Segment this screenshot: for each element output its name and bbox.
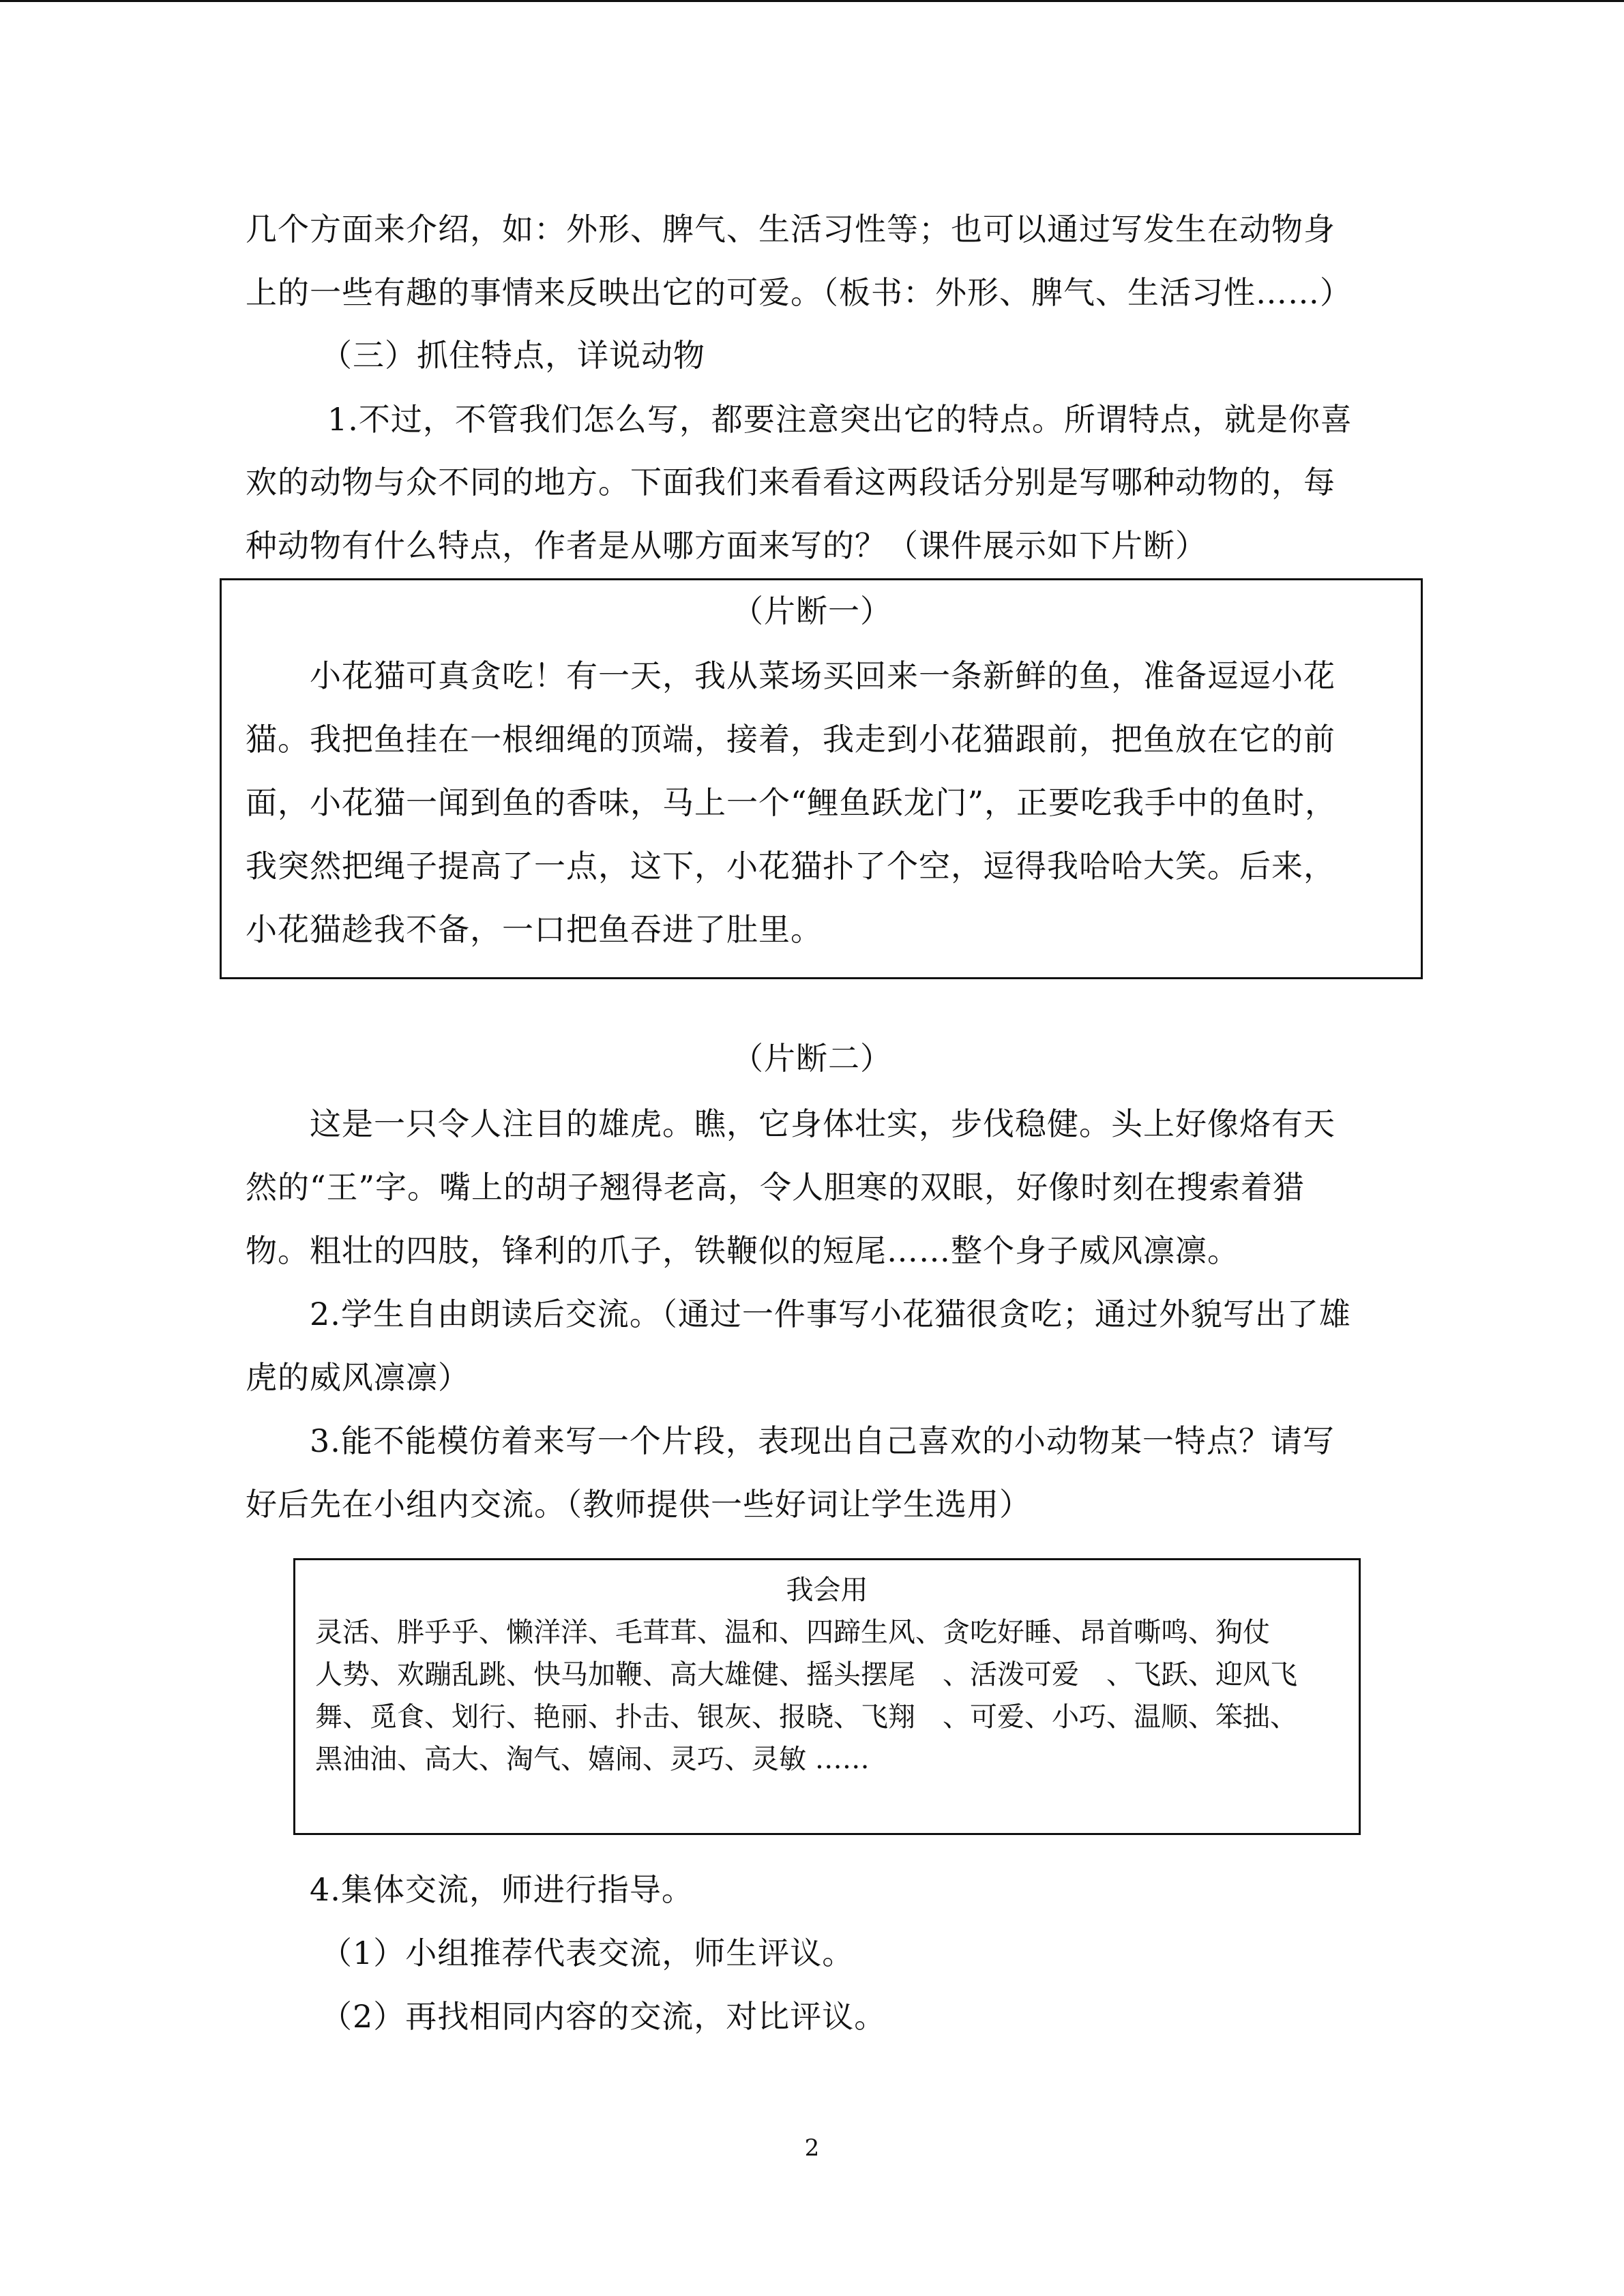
- item1-line: 欢的动物与众不同的地方。下面我们来看看这两段话分别是写哪种动物的，每: [246, 464, 1335, 501]
- fragment2-title: （片断二）: [732, 1040, 892, 1077]
- vocab-line: 黑油油、高大、淘气、嬉闹、灵巧、灵敏 ……: [315, 1744, 870, 1775]
- top-border-rule: [0, 0, 1624, 2]
- fragment1-line: 我突然把绳子提高了一点，这下，小花猫扑了个空，逗得我哈哈大笑。后来，: [246, 848, 1335, 884]
- item4-sub1: （1）小组推荐代表交流，师生评议。: [321, 1935, 855, 1971]
- vocab-line: 舞、觅食、划行、艳丽、扑击、银灰、报晓、飞翔 、可爱、小巧、温顺、笨拙、: [315, 1701, 1297, 1733]
- fragment1-line: 猫。我把鱼挂在一根细绳的顶端，接着，我走到小花猫跟前，把鱼放在它的前: [246, 721, 1335, 758]
- page-number: 2: [804, 2134, 820, 2162]
- item2-line: 虎的威风凛凛）: [246, 1359, 470, 1396]
- fragment2-line: 然的“王”字。嘴上的胡子翘得老高，令人胆寒的双眼，好像时刻在搜索着猎: [246, 1169, 1305, 1206]
- vocab-line: 人势、欢蹦乱跳、快马加鞭、高大雄健、摇头摆尾 、活泼可爱 、飞跃、迎风飞: [315, 1659, 1297, 1690]
- vocab-line: 灵活、胖乎乎、懒洋洋、毛茸茸、温和、四蹄生风、贪吃好睡、昂首嘶鸣、狗仗: [315, 1617, 1270, 1648]
- item4-sub2: （2）再找相同内容的交流，对比评议。: [321, 1998, 887, 2035]
- item1-line: 1.不过，不管我们怎么写，都要注意突出它的特点。所谓特点，就是你喜: [327, 401, 1353, 438]
- item2-line: 2.学生自由朗读后交流。（通过一件事写小花猫很贪吃；通过外貌写出了雄: [310, 1296, 1351, 1332]
- fragment1-title: （片断一）: [732, 593, 892, 629]
- vocab-box-title: 我会用: [786, 1575, 868, 1606]
- fragment1-line: 小花猫趁我不备，一口把鱼吞进了肚里。: [246, 911, 823, 948]
- paragraph-line: 上的一些有趣的事情来反映出它的可爱。（板书：外形、脾气、生活习性……）: [246, 274, 1352, 311]
- fragment1-line: 小花猫可真贪吃！有一天，我从菜场买回来一条新鲜的鱼，准备逗逗小花: [310, 657, 1335, 694]
- fragment1-line: 面，小花猫一闻到鱼的香味，马上一个“鲤鱼跃龙门”，正要吃我手中的鱼时，: [246, 784, 1338, 821]
- paragraph-line: 几个方面来介绍，如：外形、脾气、生活习性等；也可以通过写发生在动物身: [246, 211, 1335, 248]
- item3-line: 3.能不能模仿着来写一个片段，表现出自己喜欢的小动物某一特点？请写: [310, 1422, 1335, 1459]
- item3-line: 好后先在小组内交流。（教师提供一些好词让学生选用）: [246, 1486, 1031, 1523]
- section-heading: （三）抓住特点，详说动物: [321, 337, 705, 374]
- item4-heading: 4.集体交流，师进行指导。: [310, 1871, 694, 1908]
- fragment2-line: 这是一只令人注目的雄虎。瞧，它身体壮实，步伐稳健。头上好像烙有天: [310, 1105, 1335, 1142]
- fragment2-line: 物。粗壮的四肢，锋利的爪子，铁鞭似的短尾……整个身子威风凛凛。: [246, 1232, 1239, 1269]
- item1-line: 种动物有什么特点，作者是从哪方面来写的？（课件展示如下片断）: [246, 527, 1207, 564]
